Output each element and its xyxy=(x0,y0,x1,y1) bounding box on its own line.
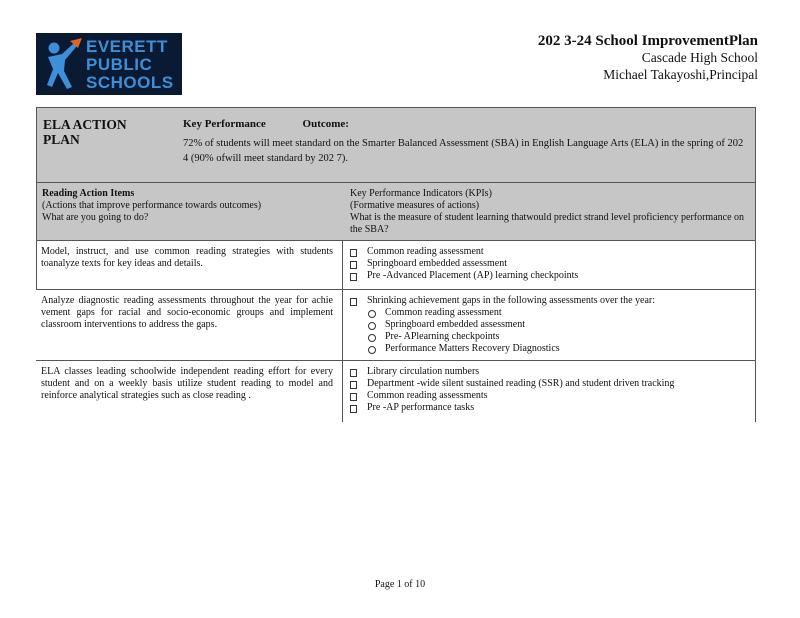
logo-text-everett: EVERETT xyxy=(86,37,168,56)
ela-action-plan-title: ELA ACTION PLAN xyxy=(43,117,127,147)
kpi-item: Common reading assessment xyxy=(349,246,749,258)
action-plan-table xyxy=(36,107,756,422)
table-row xyxy=(36,290,756,361)
key-performance-label: Key Performance xyxy=(183,118,266,130)
column-headings-band xyxy=(36,183,756,241)
kpi-list xyxy=(349,246,749,282)
kpi-item: Springboard embedded assessment xyxy=(349,258,749,270)
logo-text-schools: SCHOOLS xyxy=(86,73,174,92)
outcome-band xyxy=(36,107,756,183)
kpi-item: Common reading assessments xyxy=(349,390,749,402)
kpi-sublist xyxy=(349,307,749,355)
right-subheading-formative: (Formative measures of actions) xyxy=(350,200,480,211)
kpi-list xyxy=(349,295,749,307)
reading-action-items-heading xyxy=(42,188,342,224)
outcome-statement: 72% of students will meet standard on the Smarter Balanced Assessment (SBA) in English Language Arts (ELA) in the spring of 202 4 (90% ofwill meet standard by 202 7). xyxy=(183,138,744,164)
kpi-item: Pre -AP performance tasks xyxy=(349,402,749,414)
kpi-subitem: Pre- APlearning checkpoints xyxy=(349,331,749,343)
kpi-lead-text: Shrinking achievement gaps in the following assessments over the year: xyxy=(367,295,655,306)
right-subheading-question: What is the measure of student learning thatwould predict strand level proficiency performance on the SBA? xyxy=(350,212,745,235)
kpi-item: Pre -Advanced Placement (AP) learning checkpoints xyxy=(349,270,749,282)
action-item: Analyze diagnostic reading assessments throughout the year for achie vement gaps for racial and socio-economic groups and implement classroom interventions to address the gaps. xyxy=(41,295,333,330)
runner-figure-icon xyxy=(40,37,84,91)
principal-name: Michael Takayoshi,Principal xyxy=(603,67,758,82)
kpi-subitem: Springboard embedded assessment xyxy=(349,319,749,331)
key-performance-outcome-label xyxy=(183,118,349,130)
district-logo xyxy=(36,33,182,95)
logo-text-public: PUBLIC xyxy=(86,55,153,74)
kpi-item: Department -wide silent sustained reading (SSR) and student driven tracking xyxy=(349,378,749,390)
right-heading: Key Performance Indicators (KPIs) xyxy=(350,188,492,199)
kpi-item xyxy=(349,295,749,307)
kpi-list xyxy=(349,366,749,414)
kpi-subitem: Performance Matters Recovery Diagnostics xyxy=(349,343,749,355)
left-subheading-actions: (Actions that improve performance towards outcomes) xyxy=(42,200,262,211)
kpi-heading xyxy=(350,188,745,236)
table-row xyxy=(36,361,756,422)
school-name: Cascade High School xyxy=(641,50,758,65)
page-number: Page 1 of 10 xyxy=(374,579,426,590)
kpi-item: Library circulation numbers xyxy=(349,366,749,378)
action-item: ELA classes leading schoolwide independent reading effort for every student and on a weekly basis utilize student reading to model and reinforce analytical strategies such as close reading . xyxy=(41,366,333,401)
action-item: Model, instruct, and use common reading strategies with students toanalyze texts for key ideas and details. xyxy=(41,246,333,269)
outcome-label: Outcome: xyxy=(302,118,349,130)
left-subheading-question: What are you going to do? xyxy=(42,212,149,223)
table-row xyxy=(36,241,756,290)
left-heading: Reading Action Items xyxy=(42,188,135,199)
kpi-subitem: Common reading assessment xyxy=(349,307,749,319)
plan-document-title: 202 3-24 School ImprovementPlan xyxy=(537,33,758,49)
